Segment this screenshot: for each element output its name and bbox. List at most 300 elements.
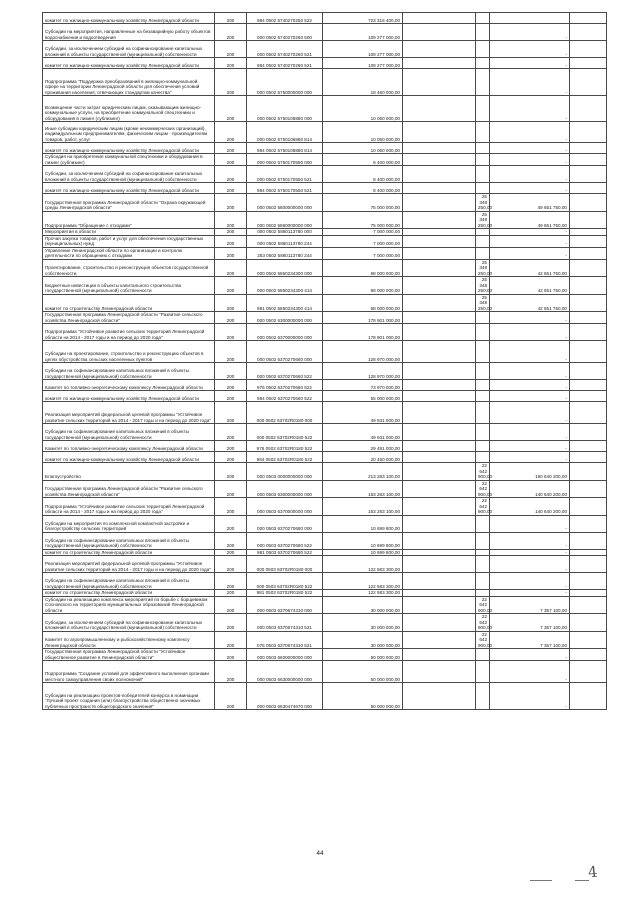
row-amount3-cell: - (490, 341, 570, 363)
row-code-cell: 976 0502 63702R0180 522 (247, 441, 323, 452)
row-amount-cell: 30 000 000,00 (323, 614, 403, 632)
row-code-cell: 000 0503 6370674310 521 (247, 614, 323, 632)
row-amount3-cell: - (490, 122, 570, 143)
row-amount-cell: 30 000 000,00 (323, 596, 403, 614)
row-name-cell: Подпрограмма "Создание условий для эффективного выполнения органами местного самоуправления своих полномочий" (43, 661, 215, 683)
row-amount-cell: 10 699 800,00 (323, 515, 403, 532)
row-amount3-cell: - (490, 391, 570, 402)
row-amount2-cell (476, 441, 490, 452)
row-spacer-cell (403, 463, 476, 481)
row-ved-cell: 200 (215, 463, 247, 481)
row-code-cell: 976 0502 6370270660 522 (247, 380, 323, 391)
row-amount3-cell: 42 651 750,00 (490, 259, 570, 277)
row-amount-cell: 122 583 300,00 (323, 556, 403, 573)
row-spacer-cell (570, 363, 607, 380)
row-spacer-cell (570, 463, 607, 481)
row-amount-cell: 29 481 000,00 (323, 441, 403, 452)
page-number: 44 (316, 850, 324, 857)
row-code-cell: 000 0503 6370270680 522 (247, 532, 323, 549)
footer-dash (530, 880, 552, 881)
row-amount-cell: 8 400 000,00 (323, 154, 403, 166)
row-name-cell: Субсидии на софинансирование капитальных вложений в объекты государственной (муниципальной) собственности (43, 573, 215, 590)
table-row (43, 96, 607, 122)
row-amount3-cell: - (490, 402, 570, 424)
table-row (43, 424, 607, 441)
row-ved-cell: 200 (215, 549, 247, 556)
row-spacer-cell (403, 96, 476, 122)
row-name-cell: комитет по жилищно-коммунальному хозяйству Ленинградской области (43, 143, 215, 154)
row-code-cell: 000 0503 63702R0180 522 (247, 573, 323, 590)
row-amount-cell: 68 000 000,00 (323, 259, 403, 277)
row-amount2-cell (476, 391, 490, 402)
row-amount3-cell: - (490, 247, 570, 259)
row-spacer-cell (570, 596, 607, 614)
row-amount2-cell: 22 642 900,00 (476, 498, 490, 516)
row-amount2-cell (476, 58, 490, 69)
row-spacer-cell (570, 380, 607, 391)
row-amount-cell: 8 400 000,00 (323, 183, 403, 194)
row-ved-cell: 200 (215, 452, 247, 463)
row-ved-cell: 200 (215, 143, 247, 154)
row-amount3-cell: 49 651 750,00 (490, 211, 570, 229)
row-spacer-cell (403, 683, 476, 710)
row-code-cell: 000 0502 6370000000 000 (247, 324, 323, 341)
row-code-cell: 075 0503 6370674310 521 (247, 631, 323, 649)
row-amount3-cell: 7 357 100,00 (490, 631, 570, 649)
row-spacer-cell (403, 452, 476, 463)
row-ved-cell: 200 (215, 402, 247, 424)
row-spacer-cell (570, 661, 607, 683)
table-row (43, 183, 607, 194)
row-spacer-cell (570, 441, 607, 452)
row-spacer-cell (570, 13, 607, 24)
table-row (43, 683, 607, 710)
row-amount-cell: 49 931 000,00 (323, 424, 403, 441)
row-amount2-cell: 25 348 250,00 (476, 277, 490, 295)
table-row (43, 324, 607, 341)
row-ved-cell: 200 (215, 96, 247, 122)
row-code-cell: 000 0503 6630000000 000 (247, 661, 323, 683)
row-spacer-cell (403, 391, 476, 402)
row-spacer-cell (403, 235, 476, 247)
row-amount-cell: 10 699 800,00 (323, 532, 403, 549)
row-amount-cell: 68 000 000,00 (323, 277, 403, 295)
row-code-cell: 000 0502 5740270260 500 (247, 24, 323, 41)
row-amount2-cell (476, 452, 490, 463)
row-name-cell: Субсидии, за исключением субсидий на софинансирование капитальных вложений в объекты государственной (муниципальной) собственности (43, 166, 215, 183)
table-row (43, 211, 607, 229)
row-ved-cell: 200 (215, 211, 247, 229)
row-code-cell: 000 0503 6370000000 000 (247, 498, 323, 516)
row-code-cell: 253 0502 5860113780 244 (247, 247, 323, 259)
row-name-cell: Субсидии на мероприятия, направленные на безаварийную работу объектов водоснабжения и водоотведения (43, 24, 215, 41)
row-amount2-cell: 25 348 250,00 (476, 259, 490, 277)
row-code-cell: 000 0502 5750170550 000 (247, 154, 323, 166)
row-spacer-cell (403, 194, 476, 212)
row-name-cell: Субсидии на проектирование, строительство и реконструкцию объектов в целях обустройства сельских населенных пунктов (43, 341, 215, 363)
row-code-cell: 984 0502 5750106880 814 (247, 143, 323, 154)
row-code-cell: 000 0502 5750170550 521 (247, 166, 323, 183)
row-amount2-cell (476, 143, 490, 154)
row-amount2-cell (476, 324, 490, 341)
row-code-cell: 000 0502 6300000000 000 (247, 312, 323, 324)
row-amount-cell: 109 277 000,00 (323, 58, 403, 69)
row-ved-cell: 200 (215, 166, 247, 183)
row-name-cell: Возмещение части затрат юридическим лицам, оказывающим жилищно-коммунальные услуги, на приобретение коммунальной спецтехники и оборудования в лизинг (сублизинг) (43, 96, 215, 122)
row-amount3-cell: - (490, 549, 570, 556)
row-spacer-cell (570, 532, 607, 549)
row-code-cell: 000 0503 63702R0180 000 (247, 556, 323, 573)
row-ved-cell: 200 (215, 13, 247, 24)
row-amount-cell: 128 970 000,00 (323, 341, 403, 363)
row-ved-cell: 200 (215, 532, 247, 549)
row-ved-cell: 200 (215, 631, 247, 649)
table-row (43, 122, 607, 143)
table-row (43, 452, 607, 463)
row-spacer-cell (403, 380, 476, 391)
row-amount2-cell (476, 247, 490, 259)
row-amount3-cell: - (490, 363, 570, 380)
row-amount2-cell (476, 24, 490, 41)
table-row (43, 154, 607, 166)
row-spacer-cell (403, 183, 476, 194)
footer-dash (575, 880, 589, 881)
row-spacer-cell (403, 341, 476, 363)
row-amount3-cell (490, 13, 570, 24)
row-name-cell: Субсидии на мероприятия по комплексной компактной застройке и благоустройству сельских территорий (43, 515, 215, 532)
table-row (43, 402, 607, 424)
row-spacer-cell (570, 452, 607, 463)
row-spacer-cell (570, 143, 607, 154)
row-spacer-cell (403, 58, 476, 69)
row-ved-cell: 200 (215, 596, 247, 614)
row-spacer-cell (403, 312, 476, 324)
row-spacer-cell (403, 631, 476, 649)
row-spacer-cell (403, 480, 476, 498)
row-amount-cell: 75 000 000,00 (323, 211, 403, 229)
table-row (43, 631, 607, 649)
row-spacer-cell (403, 24, 476, 41)
row-code-cell: 000 0503 6630474670 000 (247, 683, 323, 710)
row-spacer-cell (403, 556, 476, 573)
row-amount2-cell (476, 649, 490, 661)
row-spacer-cell (403, 515, 476, 532)
row-ved-cell: 200 (215, 498, 247, 516)
row-amount3-cell: 49 651 750,00 (490, 194, 570, 212)
row-spacer-cell (403, 573, 476, 590)
row-code-cell: 000 0502 5860234300 000 (247, 259, 323, 277)
table-row (43, 58, 607, 69)
row-name-cell: Комитет по агропромышленному и рыбохозяйственному комплексу Ленинградской области (43, 631, 215, 649)
row-amount2-cell: 25 348 250,00 (476, 211, 490, 229)
row-spacer-cell (403, 211, 476, 229)
row-amount3-cell: - (490, 380, 570, 391)
row-spacer-cell (403, 294, 476, 312)
row-spacer-cell (403, 143, 476, 154)
row-amount-cell: 18 460 000,00 (323, 69, 403, 96)
row-amount3-cell: 42 651 750,00 (490, 294, 570, 312)
row-ved-cell: 200 (215, 661, 247, 683)
table-row (43, 277, 607, 295)
row-amount3-cell: 42 651 750,00 (490, 277, 570, 295)
row-code-cell: 000 0503 0000000000 000 (247, 463, 323, 481)
table-row (43, 380, 607, 391)
row-name-cell: комитет по жилищно-коммунальному хозяйству Ленинградской области (43, 13, 215, 24)
row-amount3-cell: 140 640 200,00 (490, 480, 570, 498)
row-amount2-cell: 22 642 900,00 (476, 463, 490, 481)
row-amount2-cell (476, 424, 490, 441)
row-ved-cell: 200 (215, 122, 247, 143)
row-ved-cell: 200 (215, 154, 247, 166)
budget-table (42, 12, 607, 710)
row-amount-cell: 75 000 000,00 (323, 194, 403, 212)
row-amount-cell: 128 970 000,00 (323, 363, 403, 380)
row-amount3-cell: - (490, 452, 570, 463)
row-amount3-cell: - (490, 515, 570, 532)
table-row (43, 556, 607, 573)
row-spacer-cell (570, 402, 607, 424)
row-ved-cell: 200 (215, 614, 247, 632)
row-name-cell: Подпрограмма "Устойчивое развитие сельских территорий Ленинградской области на 2014 - 2017 годы и на период до 2020 года" (43, 498, 215, 516)
row-name-cell: Подпрограмма "Обращение с отходами" (43, 211, 215, 229)
table-row (43, 614, 607, 632)
table-row (43, 463, 607, 481)
row-code-cell: 984 0502 5750170550 521 (247, 183, 323, 194)
table-row (43, 235, 607, 247)
table-row (43, 391, 607, 402)
table-row (43, 41, 607, 58)
row-ved-cell: 200 (215, 363, 247, 380)
row-spacer-cell (570, 69, 607, 96)
row-ved-cell: 200 (215, 41, 247, 58)
table-row (43, 532, 607, 549)
table-row (43, 573, 607, 590)
row-amount3-cell: - (490, 324, 570, 341)
row-spacer-cell (403, 69, 476, 96)
row-spacer-cell (570, 259, 607, 277)
row-name-cell: Субсидии, за исключением субсидий на софинансирование капитальных вложений в объекты государственной (муниципальной) собственности (43, 614, 215, 632)
row-amount-cell: 7 000 000,00 (323, 235, 403, 247)
row-ved-cell: 200 (215, 183, 247, 194)
row-name-cell: Проектирование, строительство и реконструкция объектов государственной собственности (43, 259, 215, 277)
table-row (43, 649, 607, 661)
row-amount-cell: 109 277 000,00 (323, 24, 403, 41)
row-amount3-cell: - (490, 143, 570, 154)
row-spacer-cell (403, 363, 476, 380)
row-name-cell: Субсидии на софинансирование капитальных вложений в объекты государственной (муниципальной) собственности (43, 532, 215, 549)
row-spacer-cell (403, 424, 476, 441)
row-amount2-cell (476, 363, 490, 380)
row-code-cell: 000 0502 5860113780 244 (247, 235, 323, 247)
row-name-cell: Подпрограмма "Устойчивое развитие сельских территорий Ленинградской области на 2014 - 2017 годы и на период до 2020 года" (43, 324, 215, 341)
row-amount2-cell (476, 556, 490, 573)
row-spacer-cell (570, 183, 607, 194)
row-amount-cell: 20 450 000,00 (323, 452, 403, 463)
row-spacer-cell (570, 324, 607, 341)
row-name-cell: Субсидии на реализацию комплекса мероприятий по борьбе с борщевиком Сосновского на территориях муниципальных образований Ленинградской области (43, 596, 215, 614)
row-spacer-cell (570, 683, 607, 710)
row-name-cell: Комитет по топливно-энергетическому комплексу Ленинградской области (43, 441, 215, 452)
row-name-cell: Бюджетные инвестиции в объекты капитального строительства государственной (муниципальной) собственности (43, 277, 215, 295)
row-amount2-cell (476, 532, 490, 549)
row-ved-cell: 200 (215, 259, 247, 277)
row-amount2-cell: 22 642 900,00 (476, 614, 490, 632)
row-amount-cell: 49 931 000,00 (323, 402, 403, 424)
row-spacer-cell (570, 154, 607, 166)
row-amount-cell: 122 583 300,00 (323, 573, 403, 590)
row-amount3-cell: - (490, 532, 570, 549)
row-spacer-cell (570, 166, 607, 183)
row-code-cell: 000 0502 63702R0180 522 (247, 424, 323, 441)
row-amount3-cell: 140 640 200,00 (490, 498, 570, 516)
row-ved-cell: 200 (215, 441, 247, 452)
row-spacer-cell (403, 324, 476, 341)
row-amount-cell: 73 970 000,00 (323, 380, 403, 391)
row-amount-cell: 10 060 000,00 (323, 122, 403, 143)
row-name-cell: Государственная программа Ленинградской области "Охрана окружающей среды Ленинградской области" (43, 194, 215, 212)
row-amount3-cell: - (490, 154, 570, 166)
row-spacer-cell (570, 614, 607, 632)
row-code-cell: 000 0503 6370270680 000 (247, 515, 323, 532)
row-spacer-cell (403, 122, 476, 143)
row-ved-cell: 200 (215, 324, 247, 341)
row-spacer-cell (570, 312, 607, 324)
row-amount3-cell: - (490, 312, 570, 324)
row-spacer-cell (570, 573, 607, 590)
row-code-cell: 000 0502 5860000000 000 (247, 211, 323, 229)
row-amount-cell: 50 000 000,00 (323, 683, 403, 710)
row-name-cell: Комитет по топливно-энергетическому комплексу Ленинградской области (43, 380, 215, 391)
row-spacer-cell (570, 211, 607, 229)
row-amount-cell: 122 583 300,00 (323, 590, 403, 597)
table-row (43, 166, 607, 183)
row-name-cell: комитет по строительству Ленинградской области (43, 590, 215, 597)
row-spacer-cell (570, 96, 607, 122)
row-amount3-cell: - (490, 683, 570, 710)
row-spacer-cell (570, 194, 607, 212)
row-amount-cell: 30 000 000,00 (323, 631, 403, 649)
row-spacer-cell (570, 24, 607, 41)
row-spacer-cell (570, 294, 607, 312)
row-spacer-cell (403, 498, 476, 516)
row-amount3-cell: - (490, 183, 570, 194)
row-amount-cell: 50 000 000,00 (323, 649, 403, 661)
row-amount-cell: 10 060 000,00 (323, 96, 403, 122)
row-name-cell: комитет по строительству Ленинградской области (43, 294, 215, 312)
row-amount3-cell: - (490, 235, 570, 247)
row-spacer-cell (570, 235, 607, 247)
row-ved-cell: 200 (215, 294, 247, 312)
row-amount2-cell: 25 348 250,00 (476, 294, 490, 312)
row-amount2-cell (476, 380, 490, 391)
row-code-cell: 000 0502 63702R0180 000 (247, 402, 323, 424)
row-name-cell: Государственная программа Ленинградской области "Развитие сельского хозяйства Ленинградской области" (43, 480, 215, 498)
row-amount2-cell (476, 515, 490, 532)
row-code-cell: 000 0502 5860234300 414 (247, 277, 323, 295)
budget-table-body (43, 13, 607, 710)
row-amount-cell: 68 000 000,00 (323, 294, 403, 312)
row-amount3-cell: - (490, 166, 570, 183)
row-ved-cell: 200 (215, 683, 247, 710)
row-ved-cell: 200 (215, 235, 247, 247)
row-name-cell: Субсидии, за исключением субсидий на софинансирование капитальных вложений в объекты государственной (муниципальной) собственности (43, 41, 215, 58)
row-amount3-cell: - (490, 649, 570, 661)
row-name-cell: Субсидии на софинансирование капитальных вложений в объекты государственной (муниципальной) собственности (43, 363, 215, 380)
row-amount3-cell: - (490, 573, 570, 590)
row-spacer-cell (403, 661, 476, 683)
row-name-cell: Субсидии на софинансирование капитальных вложений в объекты государственной (муниципальной) собственности (43, 424, 215, 441)
row-ved-cell: 200 (215, 229, 247, 236)
row-amount2-cell (476, 166, 490, 183)
row-code-cell: 000 0503 6370674310 000 (247, 596, 323, 614)
row-code-cell: 984 0502 6370270660 522 (247, 391, 323, 402)
table-row (43, 498, 607, 516)
row-spacer-cell (403, 402, 476, 424)
row-ved-cell: 200 (215, 515, 247, 532)
row-code-cell: 984 0502 5740270250 522 (247, 13, 323, 24)
row-amount3-cell: 7 357 100,00 (490, 596, 570, 614)
table-row (43, 312, 607, 324)
table-row (43, 69, 607, 96)
row-ved-cell: 200 (215, 24, 247, 41)
row-amount-cell: 7 000 000,00 (323, 247, 403, 259)
row-amount2-cell (476, 183, 490, 194)
row-ved-cell: 200 (215, 556, 247, 573)
row-spacer-cell (570, 277, 607, 295)
row-name-cell: Субсидия на приобретение коммунальной спецтехники и оборудования в лизинг (сублизинг) (43, 154, 215, 166)
row-amount2-cell (476, 402, 490, 424)
row-ved-cell: 200 (215, 341, 247, 363)
row-amount-cell: 55 000 000,00 (323, 391, 403, 402)
row-spacer-cell (403, 614, 476, 632)
table-row (43, 441, 607, 452)
row-code-cell: 984 0502 63702R0180 522 (247, 452, 323, 463)
row-amount2-cell (476, 661, 490, 683)
row-spacer-cell (570, 631, 607, 649)
row-spacer-cell (403, 441, 476, 452)
row-code-cell: 000 0502 5750106880 000 (247, 96, 323, 122)
row-amount2-cell: 22 642 900,00 (476, 596, 490, 614)
table-row (43, 341, 607, 363)
row-amount3-cell: - (490, 661, 570, 683)
row-spacer-cell (403, 41, 476, 58)
row-amount2-cell (476, 683, 490, 710)
row-amount2-cell: 22 642 900,00 (476, 480, 490, 498)
row-name-cell: Иные субсидии юридическим лицам (кроме некоммерческих организаций), индивидуальным предпринимателям, физическим лицам - производителям товаров, работ, услуг (43, 122, 215, 143)
row-name-cell: Государственная программа Ленинградской области "Развитие сельского хозяйства Ленинградской области" (43, 312, 215, 324)
row-code-cell: 000 0502 5800000000 000 (247, 194, 323, 212)
row-amount-cell: 50 000 000,00 (323, 661, 403, 683)
row-spacer-cell (570, 498, 607, 516)
row-code-cell: 984 0502 5740270260 521 (247, 58, 323, 69)
table-row (43, 259, 607, 277)
row-code-cell: 981 0503 63702R0180 522 (247, 590, 323, 597)
row-amount3-cell: - (490, 590, 570, 597)
row-code-cell: 000 0502 5750106880 814 (247, 122, 323, 143)
row-code-cell: 981 0503 6370270680 522 (247, 549, 323, 556)
page-stamp: 4 (587, 862, 599, 882)
row-amount3-cell: - (490, 69, 570, 96)
row-name-cell: Прочая закупка товаров, работ и услуг для обеспечения государственных (муниципальных) нужд (43, 235, 215, 247)
row-spacer-cell (403, 532, 476, 549)
row-spacer-cell (403, 259, 476, 277)
row-spacer-cell (403, 247, 476, 259)
row-amount2-cell (476, 573, 490, 590)
row-amount2-cell (476, 341, 490, 363)
row-spacer-cell (403, 154, 476, 166)
row-amount-cell: 109 277 000,00 (323, 41, 403, 58)
row-amount2-cell (476, 96, 490, 122)
